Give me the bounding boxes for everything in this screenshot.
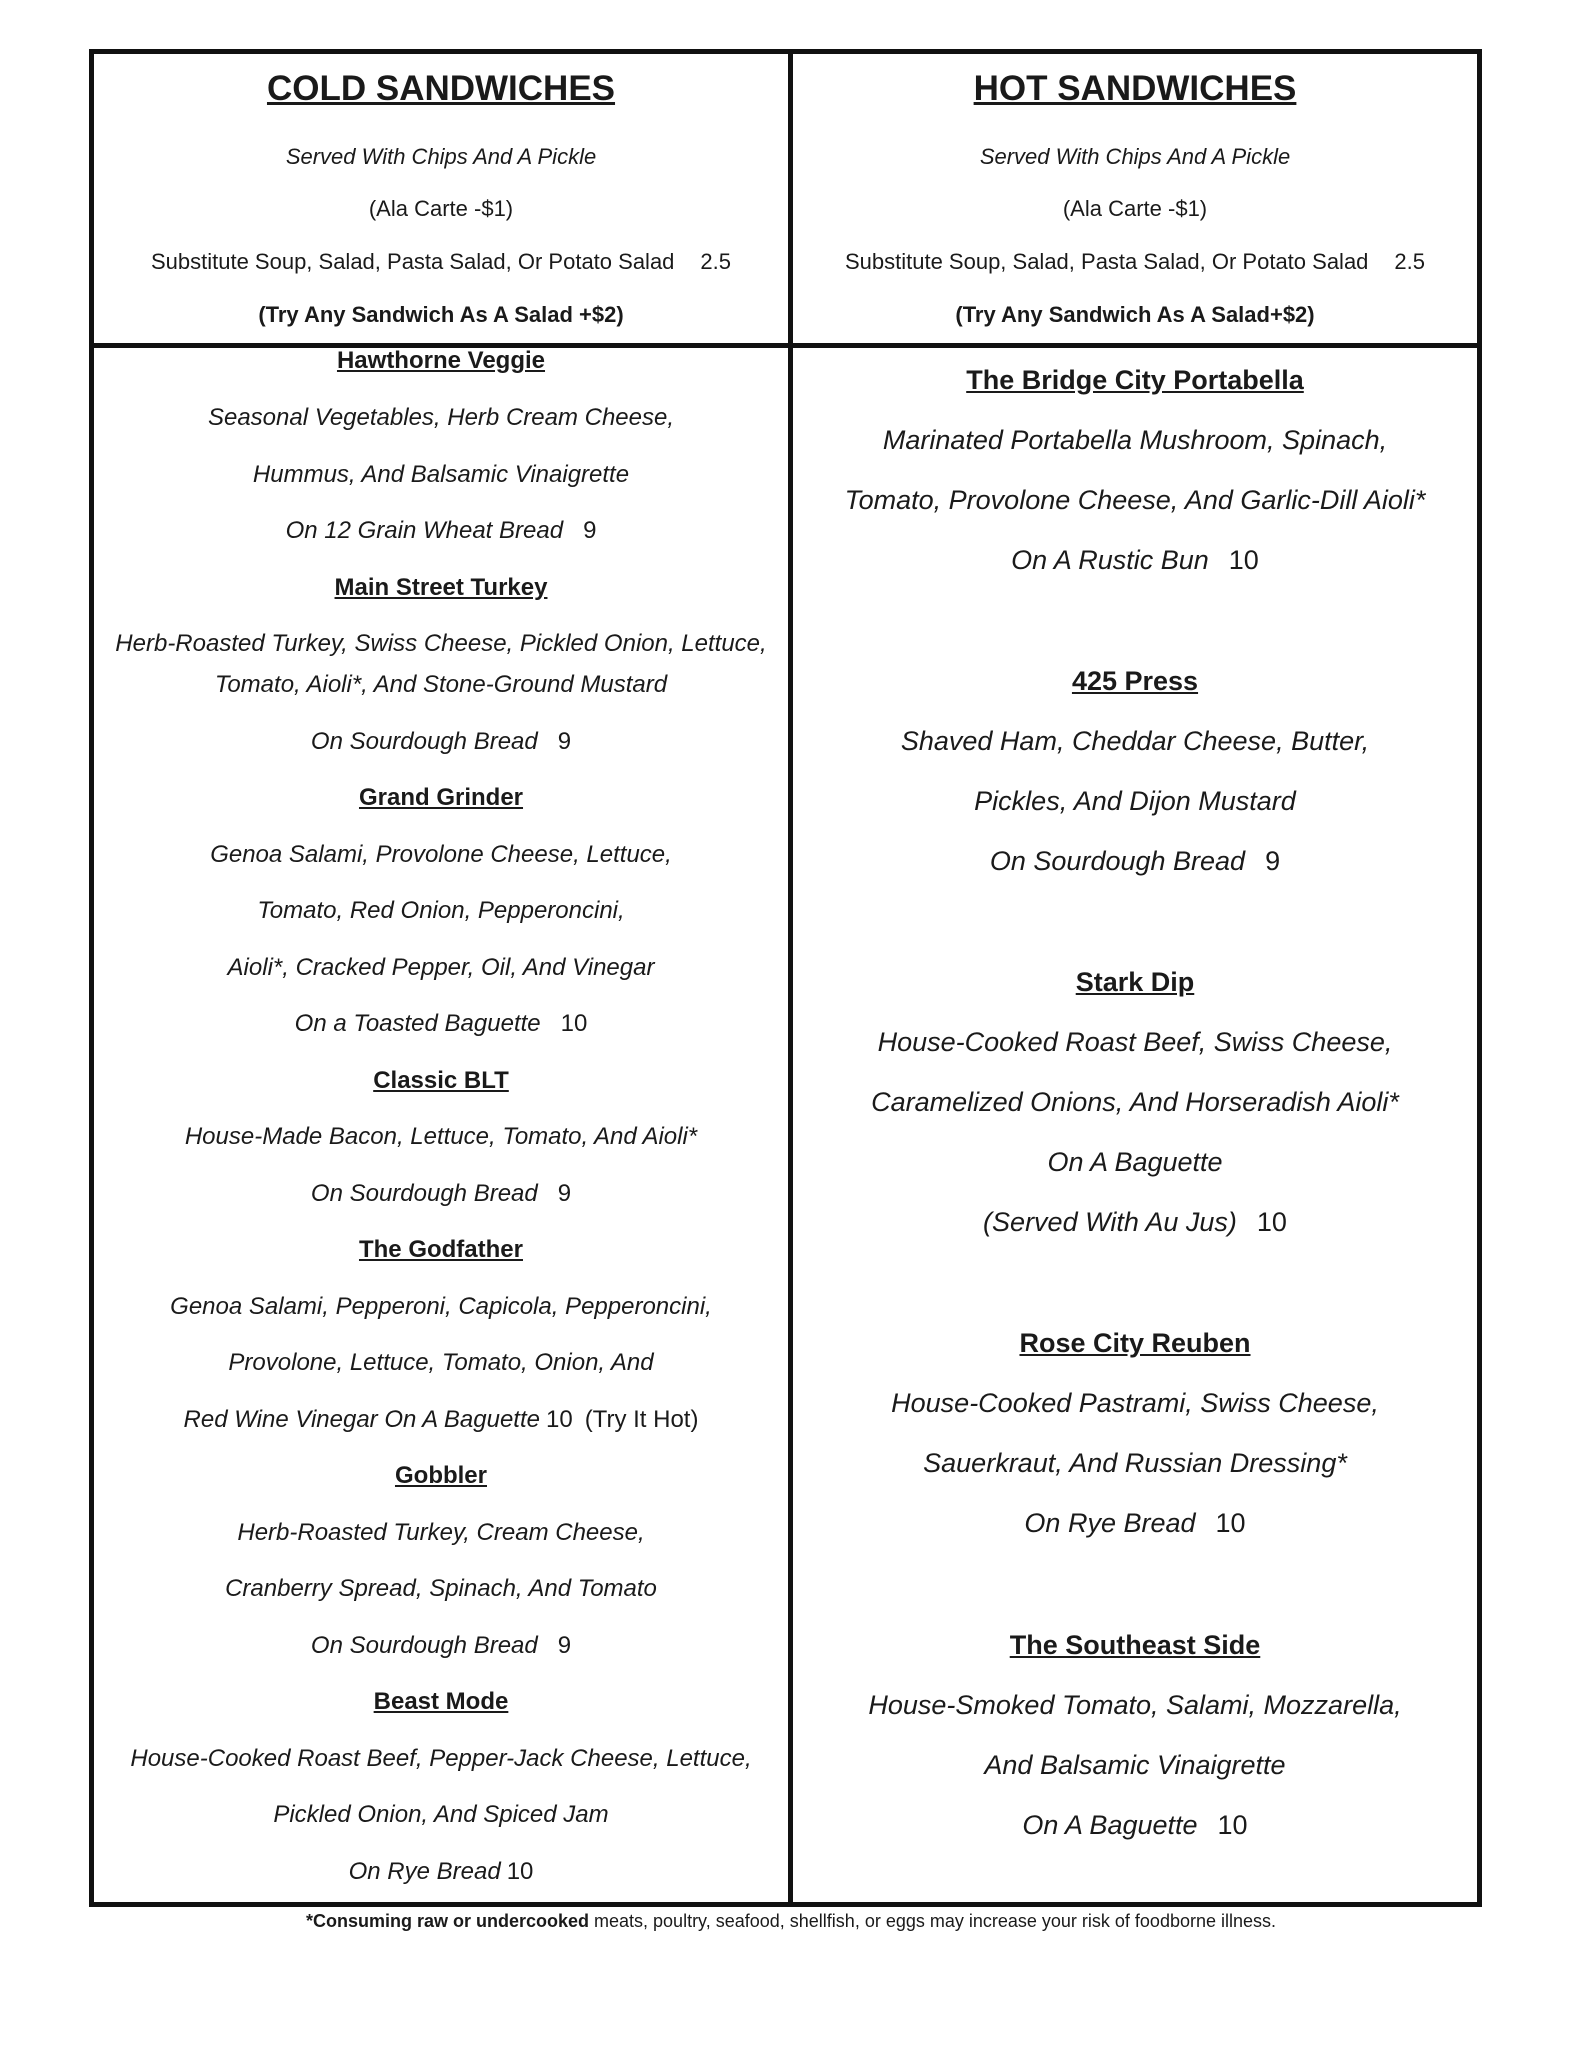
menu-item-name: Main Street Turkey: [334, 574, 548, 601]
menu-item-bread-line: [793, 1506, 1477, 1540]
cold-substitute-text: Substitute Soup, Salad, Pasta Salad, Or Potato Salad: [150, 249, 675, 274]
disclaimer-text: meats, poultry, seafood, shellfish, or eggs may increase your risk of foodborne illness.: [589, 1911, 1277, 1931]
menu-item-description: Genoa Salami, Pepperoni, Capicola, Pepperoncini,: [170, 1293, 712, 1320]
cold-section-title: COLD SANDWICHES: [266, 69, 616, 108]
hot-tagline: Served With Chips And A Pickle: [979, 144, 1291, 169]
menu-item-name: The Southeast Side: [1009, 1630, 1261, 1660]
menu-item-bread-line: [94, 727, 788, 757]
menu-item-description: Sauerkraut, And Russian Dressing*: [923, 1448, 1347, 1478]
menu-item-bread: On Sourdough Bread: [989, 846, 1246, 876]
menu-item-bread: Red Wine Vinegar On A Baguette: [183, 1406, 540, 1433]
menu-item-name: Hawthorne Veggie: [336, 347, 546, 374]
menu-item-bread: On A Rustic Bun: [1011, 545, 1209, 575]
cold-substitute-line: [94, 248, 788, 276]
foodborne-illness-disclaimer: [0, 1909, 1582, 1933]
menu-item-description: Hummus, And Balsamic Vinaigrette: [252, 461, 630, 488]
menu-item-price: 10: [506, 1858, 534, 1885]
menu-item-bread-line: [793, 543, 1477, 577]
menu-item-bread-line: [94, 1857, 788, 1887]
menu-item-bread: On Sourdough Bread: [310, 1632, 538, 1659]
menu-item-price: 9: [557, 1632, 572, 1659]
menu-item-description: House-Cooked Pastrami, Swiss Cheese,: [891, 1388, 1379, 1418]
hot-substitute-price: 2.5: [1394, 249, 1426, 274]
menu-item-description: House-Made Bacon, Lettuce, Tomato, And Aioli*: [184, 1123, 698, 1150]
menu-item-bread-line: [94, 516, 788, 546]
hot-substitute-text: Substitute Soup, Salad, Pasta Salad, Or Potato Salad: [844, 249, 1369, 274]
menu-frame: [89, 49, 1482, 1907]
menu-item-bread: On Sourdough Bread: [310, 1180, 538, 1207]
cold-sandwiches-header: [94, 54, 788, 343]
menu-item-bread: (Served With Au Jus): [983, 1207, 1237, 1237]
hot-ala-carte: (Ala Carte -$1): [1062, 196, 1208, 221]
menu-item-description: Pickles, And Dijon Mustard: [974, 786, 1296, 816]
menu-item-description: Pickled Onion, And Spiced Jam: [273, 1801, 609, 1828]
menu-item-name: Classic BLT: [373, 1067, 509, 1094]
menu-item-description: And Balsamic Vinaigrette: [984, 1750, 1286, 1780]
menu-item-bread: On Sourdough Bread: [310, 728, 538, 755]
menu-item-description: House-Cooked Roast Beef, Pepper-Jack Cheese, Lettuce,: [130, 1745, 752, 1772]
menu-item-price: 10: [1215, 1508, 1246, 1538]
menu-item-description: Herb-Roasted Turkey, Cream Cheese,: [237, 1519, 645, 1546]
menu-item-bread: On 12 Grain Wheat Bread: [285, 517, 564, 544]
menu-item-price: 10: [1256, 1207, 1287, 1237]
menu-item-price: 9: [1265, 846, 1281, 876]
menu-item-bread-line: [94, 1405, 788, 1435]
menu-item-bread-line: [793, 1205, 1477, 1239]
menu-item-name: Grand Grinder: [358, 784, 524, 811]
menu-item-description: Shaved Ham, Cheddar Cheese, Butter,: [900, 726, 1370, 756]
hot-section-title: HOT SANDWICHES: [973, 69, 1297, 108]
menu-item-description: Genoa Salami, Provolone Cheese, Lettuce,: [210, 841, 672, 868]
menu-item-description: On A Baguette: [1047, 1147, 1223, 1177]
cold-tagline: Served With Chips And A Pickle: [285, 144, 597, 169]
menu-item-bread-line: [793, 844, 1477, 878]
cold-ala-carte: (Ala Carte -$1): [368, 196, 514, 221]
menu-item-description: House-Smoked Tomato, Salami, Mozzarella,: [868, 1690, 1402, 1720]
menu-item-bread-line: [94, 1179, 788, 1209]
menu-item-description: Herb-Roasted Turkey, Swiss Cheese, Pickled Onion, Lettuce,: [115, 630, 767, 657]
menu-item-description: Tomato, Red Onion, Pepperoncini,: [257, 897, 625, 924]
menu-item-description: Seasonal Vegetables, Herb Cream Cheese,: [207, 404, 675, 431]
cold-substitute-price: 2.5: [700, 249, 732, 274]
menu-item-extra-note: (Try It Hot): [584, 1406, 699, 1433]
hot-salad-note: (Try Any Sandwich As A Salad+$2): [955, 302, 1315, 327]
menu-item-description: Marinated Portabella Mushroom, Spinach,: [882, 425, 1388, 455]
menu-item-bread: On Rye Bread: [348, 1858, 501, 1885]
menu-item-name: Gobbler: [394, 1462, 487, 1489]
menu-item-price: 9: [583, 517, 597, 544]
menu-item-price: 10: [545, 1406, 573, 1433]
menu-item-description: House-Cooked Roast Beef, Swiss Cheese,: [877, 1027, 1393, 1057]
menu-item-bread: On a Toasted Baguette: [294, 1010, 541, 1037]
menu-item-name: The Bridge City Portabella: [966, 365, 1304, 395]
cold-salad-note: (Try Any Sandwich As A Salad +$2): [258, 302, 624, 327]
hot-substitute-line: [793, 248, 1477, 276]
menu-item-name: Stark Dip: [1075, 967, 1195, 997]
menu-item-bread-line: [94, 1009, 788, 1039]
menu-item-name: The Godfather: [358, 1236, 523, 1263]
menu-item-description: Tomato, Provolone Cheese, And Garlic-Dill Aioli*: [844, 485, 1426, 515]
hot-sandwiches-header: [793, 54, 1477, 343]
menu-item-bread: On Rye Bread: [1024, 1508, 1196, 1538]
menu-item-description: Tomato, Aioli*, And Stone-Ground Mustard: [214, 671, 668, 698]
menu-item-name: Beast Mode: [373, 1688, 509, 1715]
menu-item-name: 425 Press: [1071, 666, 1199, 696]
menu-item-bread-line: [793, 1808, 1477, 1842]
menu-item-description: Caramelized Onions, And Horseradish Aioli*: [871, 1087, 1399, 1117]
menu-item-description: Aioli*, Cracked Pepper, Oil, And Vinegar: [227, 954, 655, 981]
menu-item-description: Provolone, Lettuce, Tomato, Onion, And: [228, 1349, 654, 1376]
disclaimer-bold: *Consuming raw or undercooked: [305, 1911, 590, 1931]
menu-item-bread-line: [94, 1631, 788, 1661]
menu-item-name: Rose City Reuben: [1019, 1328, 1251, 1358]
menu-item-price: 10: [1217, 1810, 1248, 1840]
menu-item-price: 9: [557, 1180, 572, 1207]
menu-item-price: 10: [560, 1010, 588, 1037]
menu-item-description: Cranberry Spread, Spinach, And Tomato: [225, 1575, 657, 1602]
menu-item-bread: On A Baguette: [1022, 1810, 1198, 1840]
menu-item-price: 9: [557, 728, 572, 755]
menu-item-price: 10: [1228, 545, 1259, 575]
